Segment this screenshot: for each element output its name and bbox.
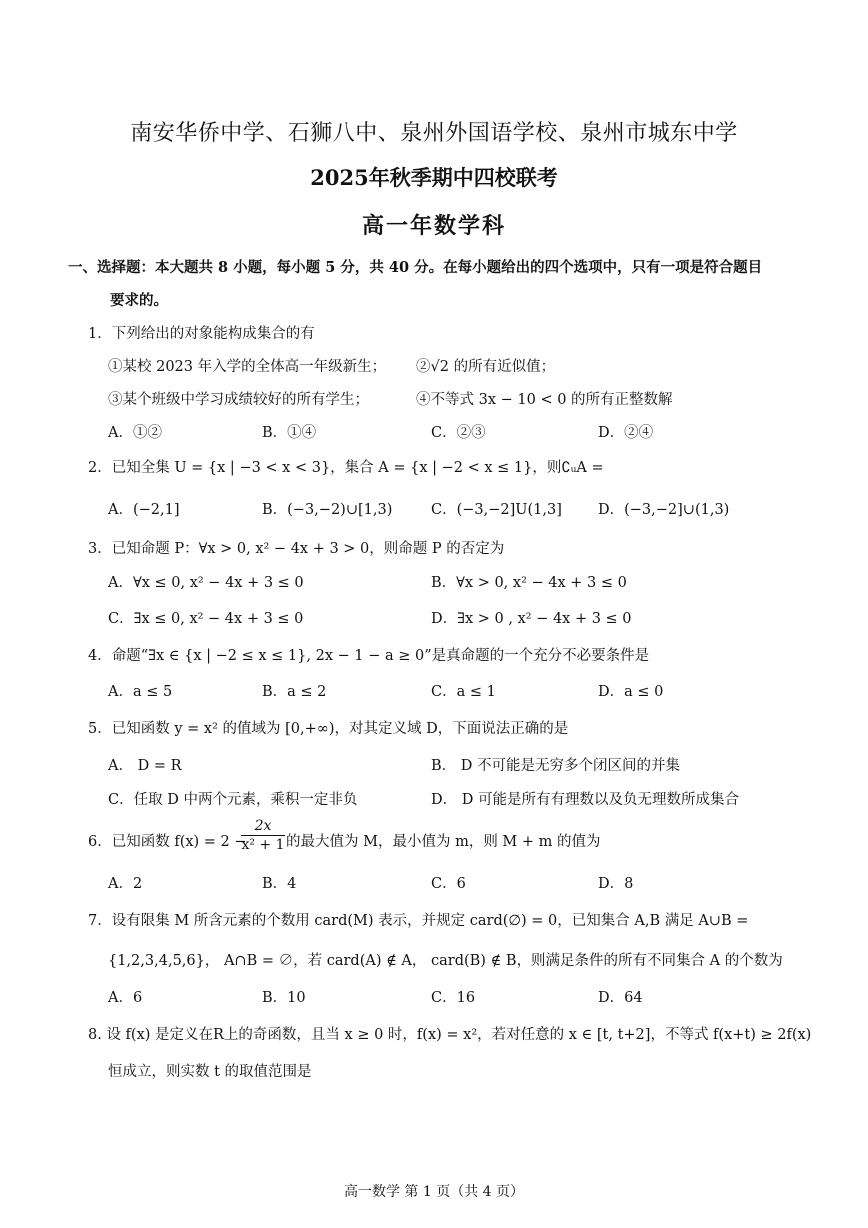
- q8-stem-line1: 8. 设 f(x) 是定义在R上的奇函数，且当 x ≥ 0 时，f(x) = x²，若对任意的 x ∈ [t, t+2]，不等式 f(x+t) ≥ 2f(x): [88, 1027, 812, 1043]
- q3-stem: 3．已知命题 P：∀x > 0, x² − 4x + 3 > 0，则命题 P 的否定为: [88, 541, 505, 557]
- q8-stem-line2: 恒成立，则实数 t 的取值范围是: [108, 1064, 312, 1080]
- q7-option-a: A．6: [108, 990, 143, 1006]
- q1-option-d: D．②④: [598, 425, 654, 441]
- section-heading-cont: 要求的。: [110, 292, 168, 309]
- q1-option-c: C．②③: [431, 425, 486, 441]
- exam-title: 2025年秋季期中四校联考: [310, 165, 558, 190]
- q2-option-c: C．(−3,−2]U(1,3]: [431, 502, 562, 518]
- q6-stem-pre: 6．已知函数 f(x) = 2 −: [88, 834, 247, 850]
- q1-item-2: ②√2 的所有近似值；: [416, 359, 556, 375]
- school-names: 南安华侨中学、石狮八中、泉州外国语学校、泉州市城东中学: [130, 121, 738, 146]
- q5-option-d: D． D 可能是所有有理数以及负无理数所成集合: [431, 792, 739, 808]
- q1-item-4: ④不等式 3x − 10 < 0 的所有正整数解: [416, 392, 673, 408]
- q6-fraction: [241, 818, 285, 853]
- q6-fraction-numerator: 2x: [241, 818, 285, 836]
- q4-stem: 4．命题“∃x ∈ {x | −2 ≤ x ≤ 1}, 2x − 1 − a ≥ 0”是真命题的一个充分不必要条件是: [88, 648, 650, 664]
- q6-option-b: B．4: [262, 876, 297, 892]
- q4-option-b: B．a ≤ 2: [262, 684, 327, 700]
- q3-option-c: C．∃x ≤ 0, x² − 4x + 3 ≤ 0: [108, 611, 304, 627]
- q6-option-a: A．2: [108, 876, 143, 892]
- q5-option-c: C．任取 D 中两个元素，乘积一定非负: [108, 792, 358, 808]
- q2-option-b: B．(−3,−2)∪[1,3): [262, 502, 393, 518]
- q7-option-d: D．64: [598, 990, 643, 1006]
- q4-option-a: A．a ≤ 5: [108, 684, 173, 700]
- q6-stem-post: 的最大值为 M，最小值为 m，则 M + m 的值为: [286, 834, 601, 850]
- q6-fraction-denominator: x² + 1: [241, 837, 285, 853]
- q1-item-1: ①某校 2023 年入学的全体高一年级新生；: [108, 359, 387, 375]
- q6-option-c: C．6: [431, 876, 466, 892]
- page-footer: 高一数学 第 1 页（共 4 页）: [343, 1184, 525, 1200]
- subject-title: 高一年数学科: [361, 213, 506, 239]
- q1-item-3: ③某个班级中学习成绩较好的所有学生；: [108, 392, 369, 408]
- q7-stem-line2: {1,2,3,4,5,6}， A∩B = ∅，若 card(A) ∉ A， card(B) ∉ B，则满足条件的所有不同集合 A 的个数为: [108, 953, 783, 969]
- q6-option-d: D．8: [598, 876, 634, 892]
- q7-option-b: B．10: [262, 990, 306, 1006]
- q3-option-a: A．∀x ≤ 0, x² − 4x + 3 ≤ 0: [108, 575, 304, 591]
- q1-option-b: B．①④: [262, 425, 317, 441]
- q3-option-b: B．∀x > 0, x² − 4x + 3 ≤ 0: [431, 575, 627, 591]
- q5-option-a: A． D = R: [108, 758, 182, 774]
- q1-option-a: A．①②: [108, 425, 162, 441]
- q5-option-b: B． D 不可能是无穷多个闭区间的并集: [431, 758, 680, 774]
- q3-option-d: D．∃x > 0 , x² − 4x + 3 ≤ 0: [431, 611, 632, 627]
- q1-stem: 1．下列给出的对象能构成集合的有: [88, 326, 315, 342]
- q2-option-d: D．(−3,−2]∪(1,3): [598, 502, 730, 518]
- q2-option-a: A．(−2,1]: [108, 502, 180, 518]
- q7-stem-line1: 7．设有限集 M 所含元素的个数用 card(M) 表示，并规定 card(∅) = 0，已知集合 A,B 满足 A∪B =: [88, 913, 749, 929]
- q7-option-c: C．16: [431, 990, 476, 1006]
- q4-option-c: C．a ≤ 1: [431, 684, 496, 700]
- q5-stem: 5．已知函数 y = x² 的值域为 [0,+∞)，对其定义域 D，下面说法正确的是: [88, 721, 569, 737]
- q2-stem: 2．已知全集 U = {x | −3 < x < 3}，集合 A = {x | −2 < x ≤ 1}，则∁ᵤA =: [88, 460, 604, 476]
- q4-option-d: D．a ≤ 0: [598, 684, 664, 700]
- section-heading: 一、选择题：本大题共 8 小题，每小题 5 分，共 40 分。在每小题给出的四个选项中，只有一项是符合题目: [68, 259, 763, 276]
